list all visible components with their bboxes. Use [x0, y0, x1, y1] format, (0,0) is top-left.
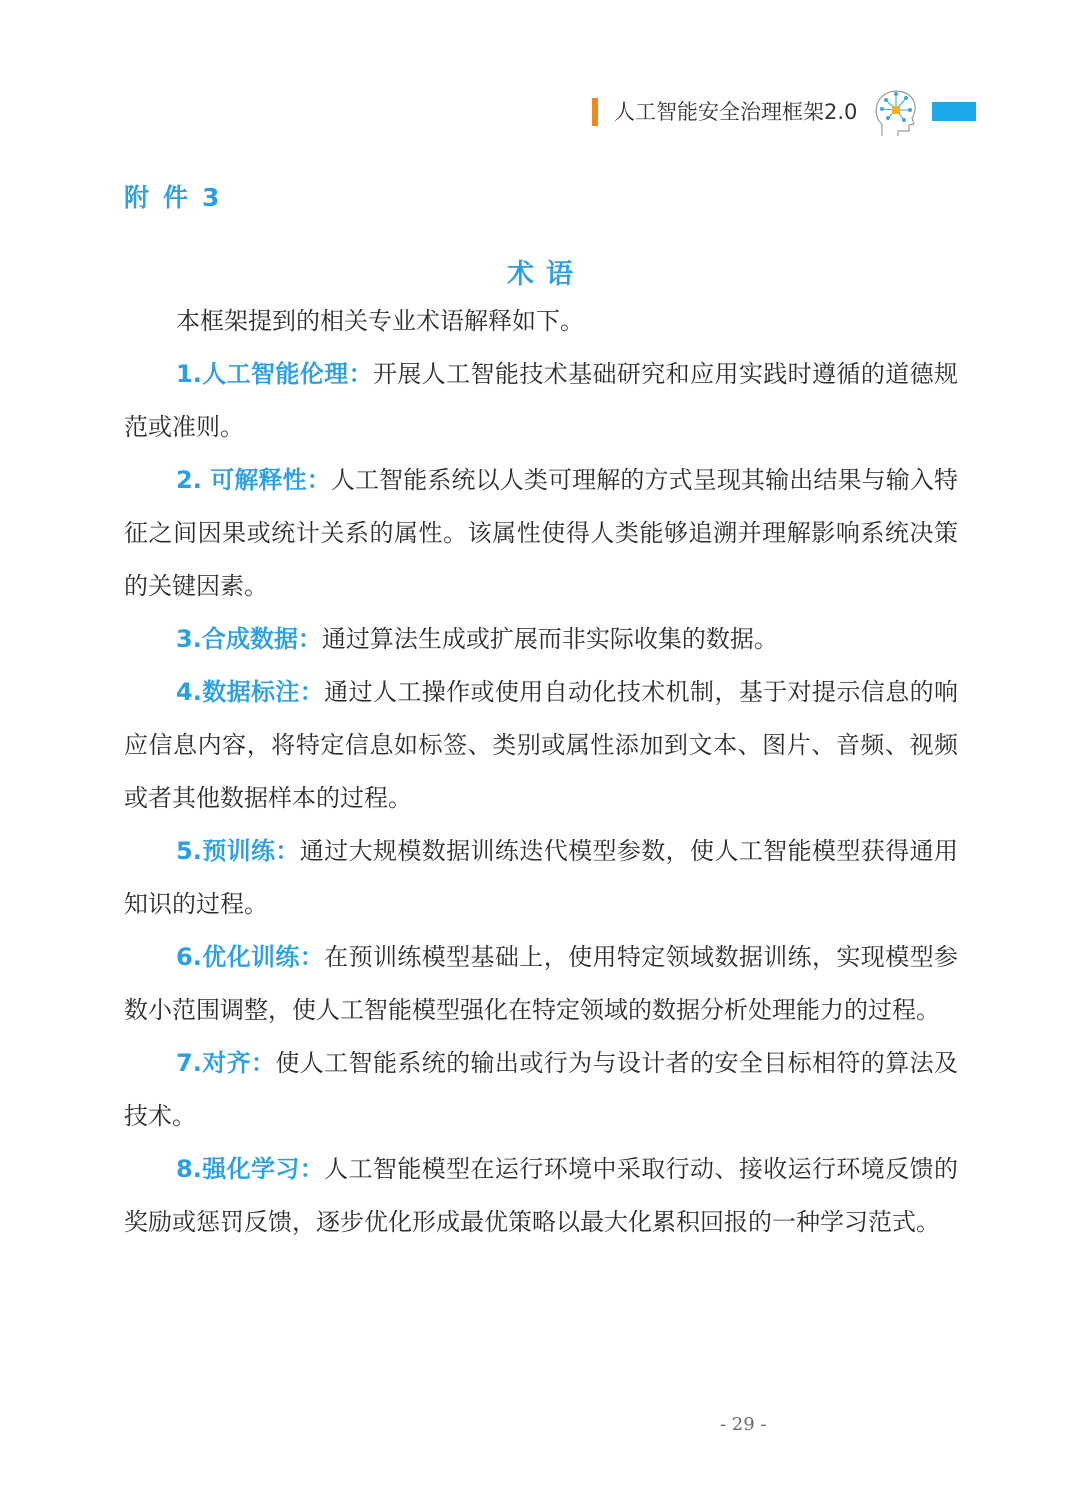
- term-paragraph: [124, 348, 958, 454]
- term-paragraph: [124, 1143, 958, 1249]
- ai-head-circuit-icon: [868, 84, 922, 138]
- term-name: 1.人工智能伦理：: [176, 360, 373, 388]
- term-name: 4.数据标注：: [176, 678, 325, 706]
- term-paragraph: [124, 931, 958, 1037]
- term-definition: 在预训练模型基础上，使用特定领域数据训练，实现模型参数小范围调整，使人工智能模型强化在特定领域的数据分析处理能力的过程。: [124, 943, 958, 1024]
- term-name: 7.对齐：: [176, 1049, 276, 1077]
- term-paragraph: [124, 1037, 958, 1143]
- page-number: - 29 -: [720, 1414, 767, 1435]
- term-name: 2. 可解释性：: [176, 466, 331, 494]
- header-accent-bar: [592, 98, 598, 126]
- intro-paragraph: 本框架提到的相关专业术语解释如下。: [176, 307, 584, 335]
- term-definition: 开展人工智能技术基础研究和应用实践时遵循的道德规范或准则。: [124, 360, 958, 441]
- term-paragraph: [124, 454, 958, 613]
- header-title: 人工智能安全治理框架2.0: [614, 100, 858, 124]
- term-name: 5.预训练：: [176, 837, 300, 865]
- term-paragraph: [124, 666, 958, 825]
- term-definition: 通过人工操作或使用自动化技术机制，基于对提示信息的响应信息内容，将特定信息如标签、类别或属性添加到文本、图片、音频、视频或者其他数据样本的过程。: [124, 678, 958, 812]
- term-definition: 通过算法生成或扩展而非实际收集的数据。: [321, 625, 778, 653]
- term-paragraph: [124, 825, 958, 931]
- term-name: 6.优化训练：: [176, 943, 325, 971]
- page-title: 术语: [507, 259, 585, 290]
- term-name: 3.合成数据：: [176, 625, 322, 653]
- term-definition: 通过大规模数据训练迭代模型参数，使人工智能模型获得通用知识的过程。: [124, 837, 958, 918]
- term-name: 8.强化学习：: [176, 1155, 325, 1183]
- term-definition: 人工智能模型在运行环境中采取行动、接收运行环境反馈的奖励或惩罚反馈，逐步优化形成最优策略以最大化累积回报的一种学习范式。: [124, 1155, 958, 1236]
- page-header: [590, 92, 980, 132]
- terms-content: [124, 295, 958, 1249]
- term-paragraph: [124, 613, 958, 666]
- term-definition: 使人工智能系统的输出或行为与设计者的安全目标相符的算法及技术。: [124, 1049, 958, 1130]
- annex-label: 附件3: [124, 183, 234, 212]
- header-blue-bar: [932, 102, 976, 121]
- term-definition: 人工智能系统以人类可理解的方式呈现其输出结果与输入特征之间因果或统计关系的属性。该属性使得人类能够追溯并理解影响系统决策的关键因素。: [124, 466, 959, 600]
